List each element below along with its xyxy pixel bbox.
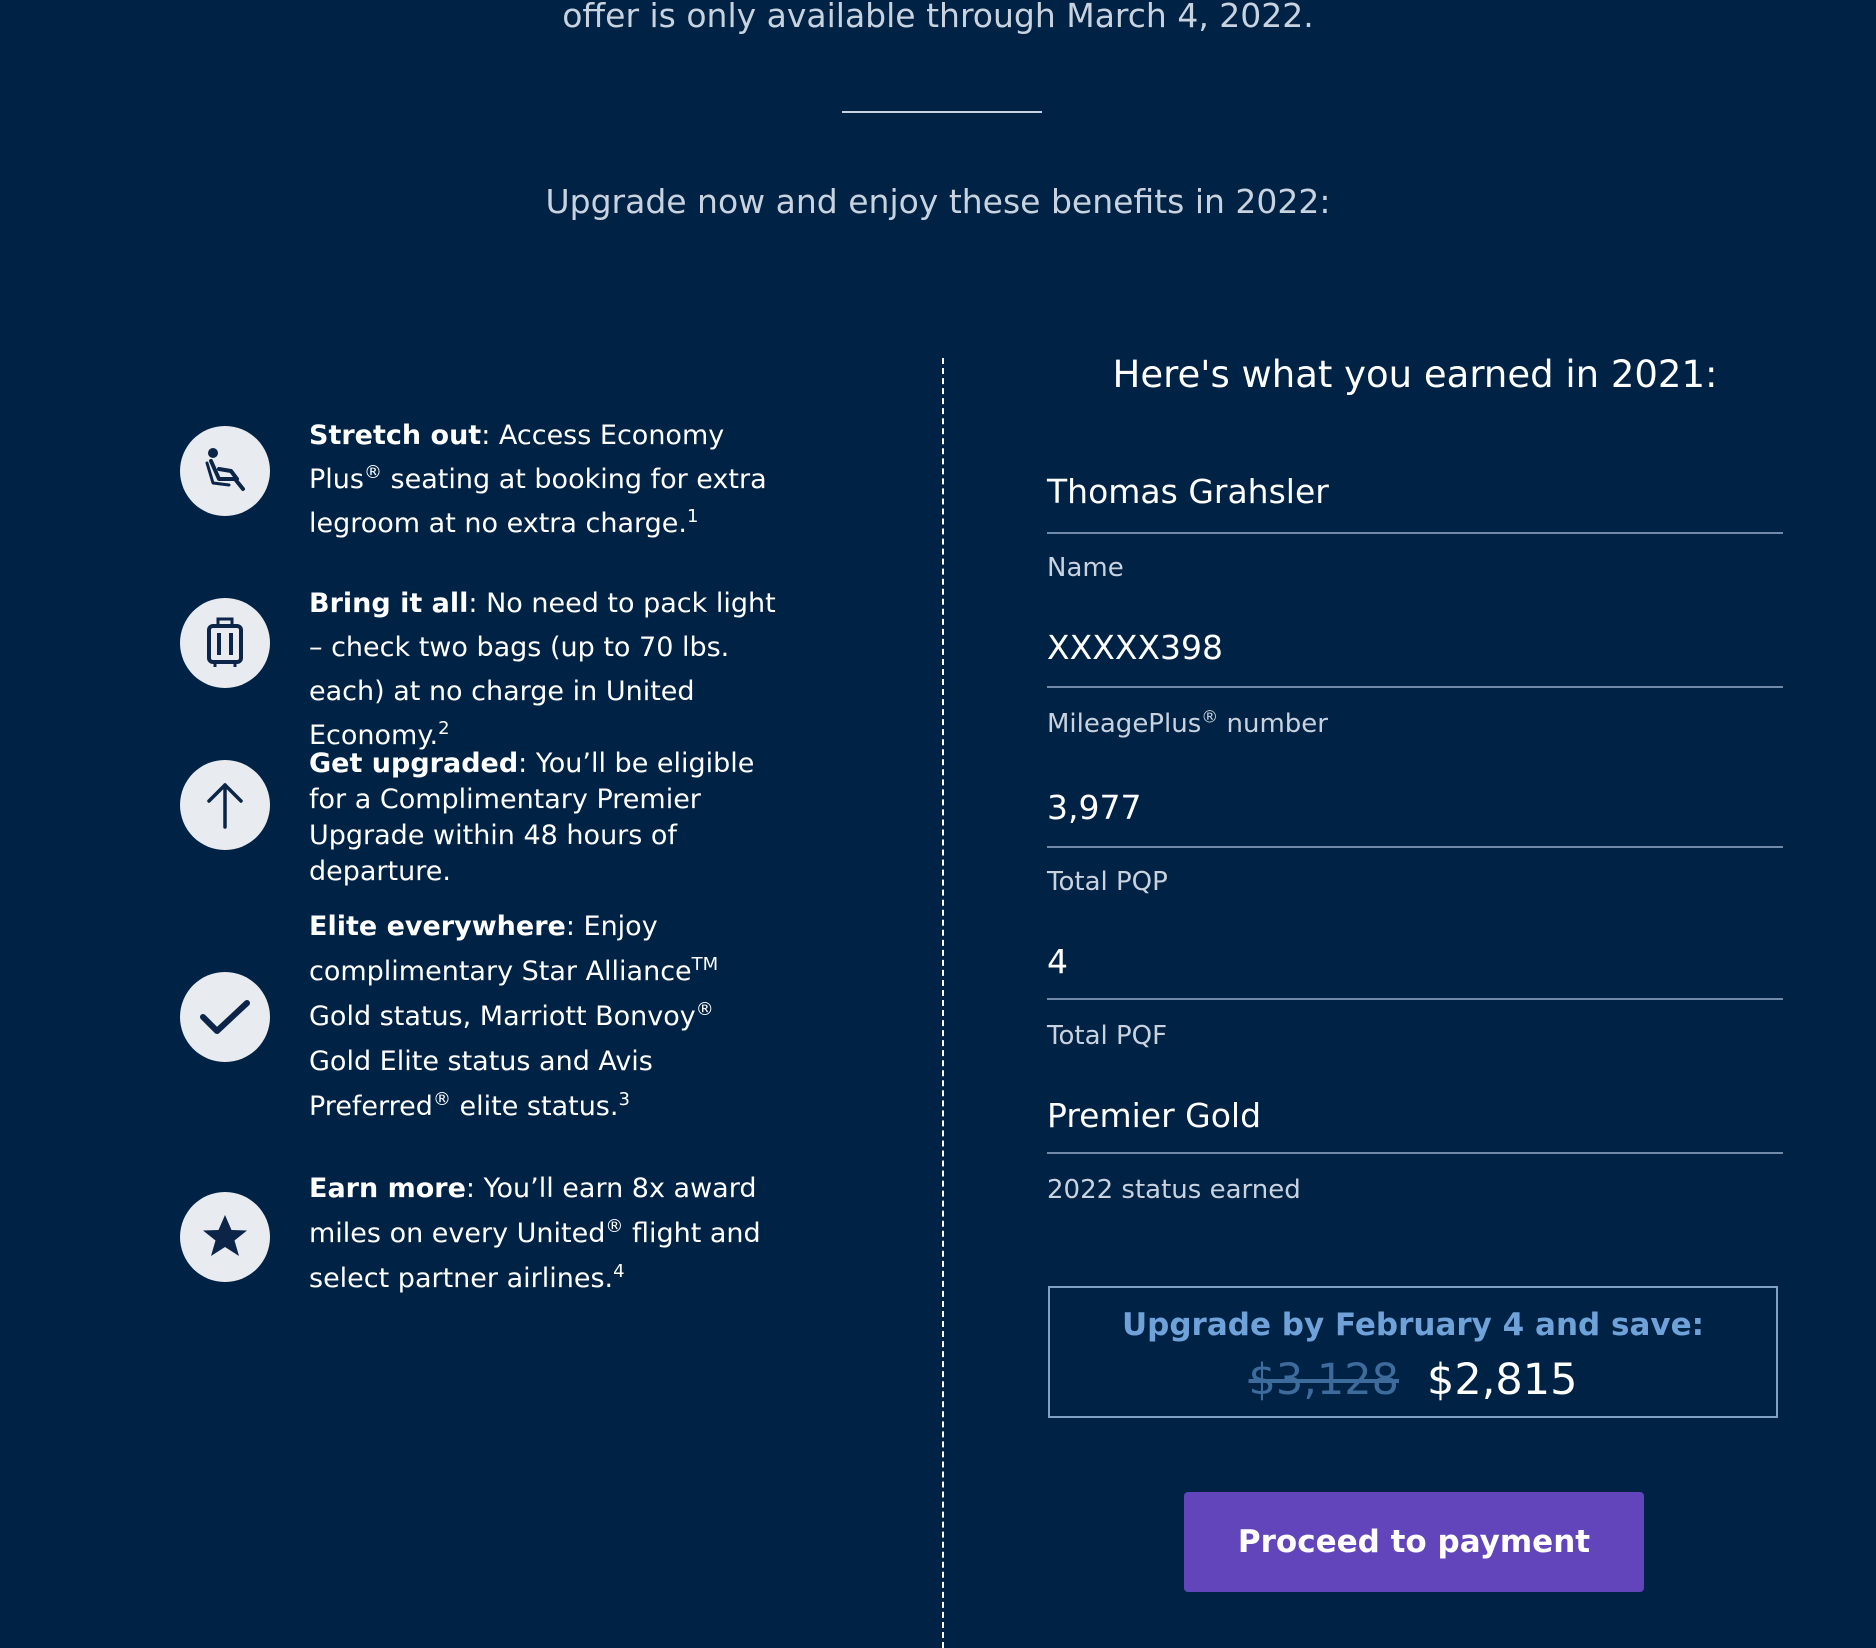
discounted-price: $2,815 bbox=[1427, 1355, 1578, 1405]
original-price: $3,128 bbox=[1248, 1355, 1399, 1405]
offer-availability-text: offer is only available through March 4, 2022. bbox=[562, 0, 1314, 35]
benefit-title: Earn more bbox=[309, 1173, 466, 1204]
total-pqf-label: Total PQF bbox=[1047, 1021, 1168, 1051]
offer-prices bbox=[1050, 1352, 1776, 1408]
benefit-text: Bring it all: No need to pack light – check two bags (up to 70 lbs. each) at no charge in United Economy.$^2$ bbox=[309, 588, 776, 751]
benefits-heading: Upgrade now and enjoy these benefits in 2022: bbox=[545, 182, 1331, 221]
offer-title: Upgrade by February 4 and save: bbox=[1122, 1307, 1704, 1343]
name-value: Thomas Grahsler bbox=[1047, 472, 1329, 511]
field-underline bbox=[1047, 1152, 1783, 1154]
benefit-title: Bring it all bbox=[309, 588, 469, 619]
benefit-text: Stretch out: Access Economy Plus® seating at booking for extra legroom at no extra charge.$^1$ bbox=[309, 420, 767, 539]
status-value: Premier Gold bbox=[1047, 1096, 1262, 1135]
benefit-text: Elite everywhere: Enjoy complimentary Star Alliance™ Gold status, Marriott Bonvoy® Gold Elite status and Avis Preferred® elite status.$^3$ bbox=[309, 911, 719, 1122]
arrow-up-icon bbox=[180, 760, 270, 850]
total-pqp-label: Total PQP bbox=[1047, 867, 1168, 897]
field-underline bbox=[1047, 846, 1783, 848]
field-underline bbox=[1047, 998, 1783, 1000]
field-underline bbox=[1047, 686, 1783, 688]
name-label: Name bbox=[1047, 553, 1124, 583]
benefit-text: Get upgraded: You’ll be eligible for a Complimentary Premier Upgrade within 48 hours of departure. bbox=[309, 748, 755, 887]
luggage-icon bbox=[180, 598, 270, 688]
star-icon bbox=[180, 1192, 270, 1282]
benefit-title: Stretch out bbox=[309, 420, 482, 451]
column-divider bbox=[942, 358, 944, 1648]
total-pqf-value: 4 bbox=[1047, 942, 1068, 981]
mileageplus-number-label: MileagePlus® number bbox=[1047, 707, 1328, 739]
field-underline bbox=[1047, 532, 1783, 534]
mileageplus-number-value: XXXXX398 bbox=[1047, 628, 1224, 667]
checkmark-icon bbox=[180, 972, 270, 1062]
earned-title: Here's what you earned in 2021: bbox=[1112, 353, 1718, 396]
total-pqp-value: 3,977 bbox=[1047, 788, 1142, 827]
benefit-title: Get upgraded bbox=[309, 748, 519, 779]
section-divider bbox=[842, 111, 1042, 113]
seat-icon bbox=[180, 426, 270, 516]
benefit-text: Earn more: You’ll earn 8x award miles on every United® flight and select partner airlines.$^4$ bbox=[309, 1173, 761, 1294]
status-label: 2022 status earned bbox=[1047, 1175, 1301, 1205]
upgrade-offer-box bbox=[1048, 1286, 1778, 1418]
proceed-to-payment-button[interactable]: Proceed to payment bbox=[1184, 1492, 1644, 1592]
benefit-title: Elite everywhere bbox=[309, 911, 566, 942]
